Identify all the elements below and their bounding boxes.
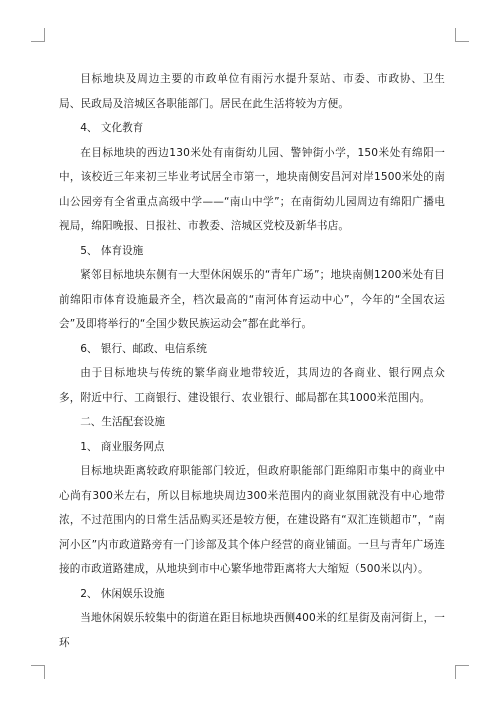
paragraph-municipal-units: 目标地块及周边主要的市政单位有雨污水提升泵站、市委、市政协、卫生局、民政局及涪城区各职能部门。居民在此生活将较为方便。 — [59, 73, 445, 110]
crop-mark-top-right — [455, 28, 469, 42]
crop-mark-bottom-right — [455, 665, 469, 679]
paragraph-leisure-entertainment: 当地休闲娱乐较集中的街道在距目标地块西侧400米的红星街及南河街上，一环 — [59, 612, 445, 649]
paragraph-sports-facilities: 紧邻目标地块东侧有一大型休闲娱乐的“青年广场”；地块南侧1200米处有目前绵阳市体育设施最齐全，档次最高的“南河体育运动中心”，今年的“全国农运会”及即将举行的“全国少数民族运动会”都在此举行。 — [59, 269, 445, 330]
paragraph-commercial-service: 目标地块距离较政府职能部门较近，但政府职能部门距绵阳市集中的商业中心尚有300米左右，所以目标地块周边300米范围内的商业氛围就没有中心地带浓，不过范围内的日常生活品购买还是较方便，在建设路有“双汇连锁超市”，“南河小区”内市政道路旁有一门诊部及其个体户经营的商业铺面。一旦与青年广场连接的市政道路建成，从地块到市中心繁华地带距离将大大缩短（500米以内）。 — [59, 465, 445, 575]
heading-culture-education: 4、 文化教育 — [80, 122, 144, 134]
heading-bank-post-telecom: 6、 银行、邮政、电信系统 — [80, 342, 207, 355]
heading-commercial-service: 1、 商业服务网点 — [80, 440, 165, 453]
paragraph-culture-education: 在目标地块的西边130米处有南街幼儿园、警钟街小学，150米处有绵阳一中，该校近三年来初三毕业考试居全市第一，地块南侧安昌河对岸1500米处的南山公园旁有全省重点高级中学——“南山中学”；在南街幼儿园周边有绵阳广播电视局，绵阳晚报、日报社、市教委、涪城区党校及新华书店。 — [59, 146, 445, 232]
heading-leisure-entertainment: 2、 休闲娱乐设施 — [80, 587, 165, 600]
heading-living-facilities: 二、生活配套设施 — [80, 416, 165, 428]
paragraph-bank-post-telecom: 由于目标地块与传统的繁华商业地带较近，其周边的各商业、银行网点众多，附近中行、工商银行、建设银行、农业银行、邮局都在其1000米范围内。 — [59, 367, 445, 404]
crop-mark-top-left — [31, 28, 45, 42]
heading-sports-facilities: 5、 体育设施 — [80, 244, 144, 257]
crop-mark-bottom-left — [31, 665, 45, 679]
document-body — [59, 67, 445, 655]
